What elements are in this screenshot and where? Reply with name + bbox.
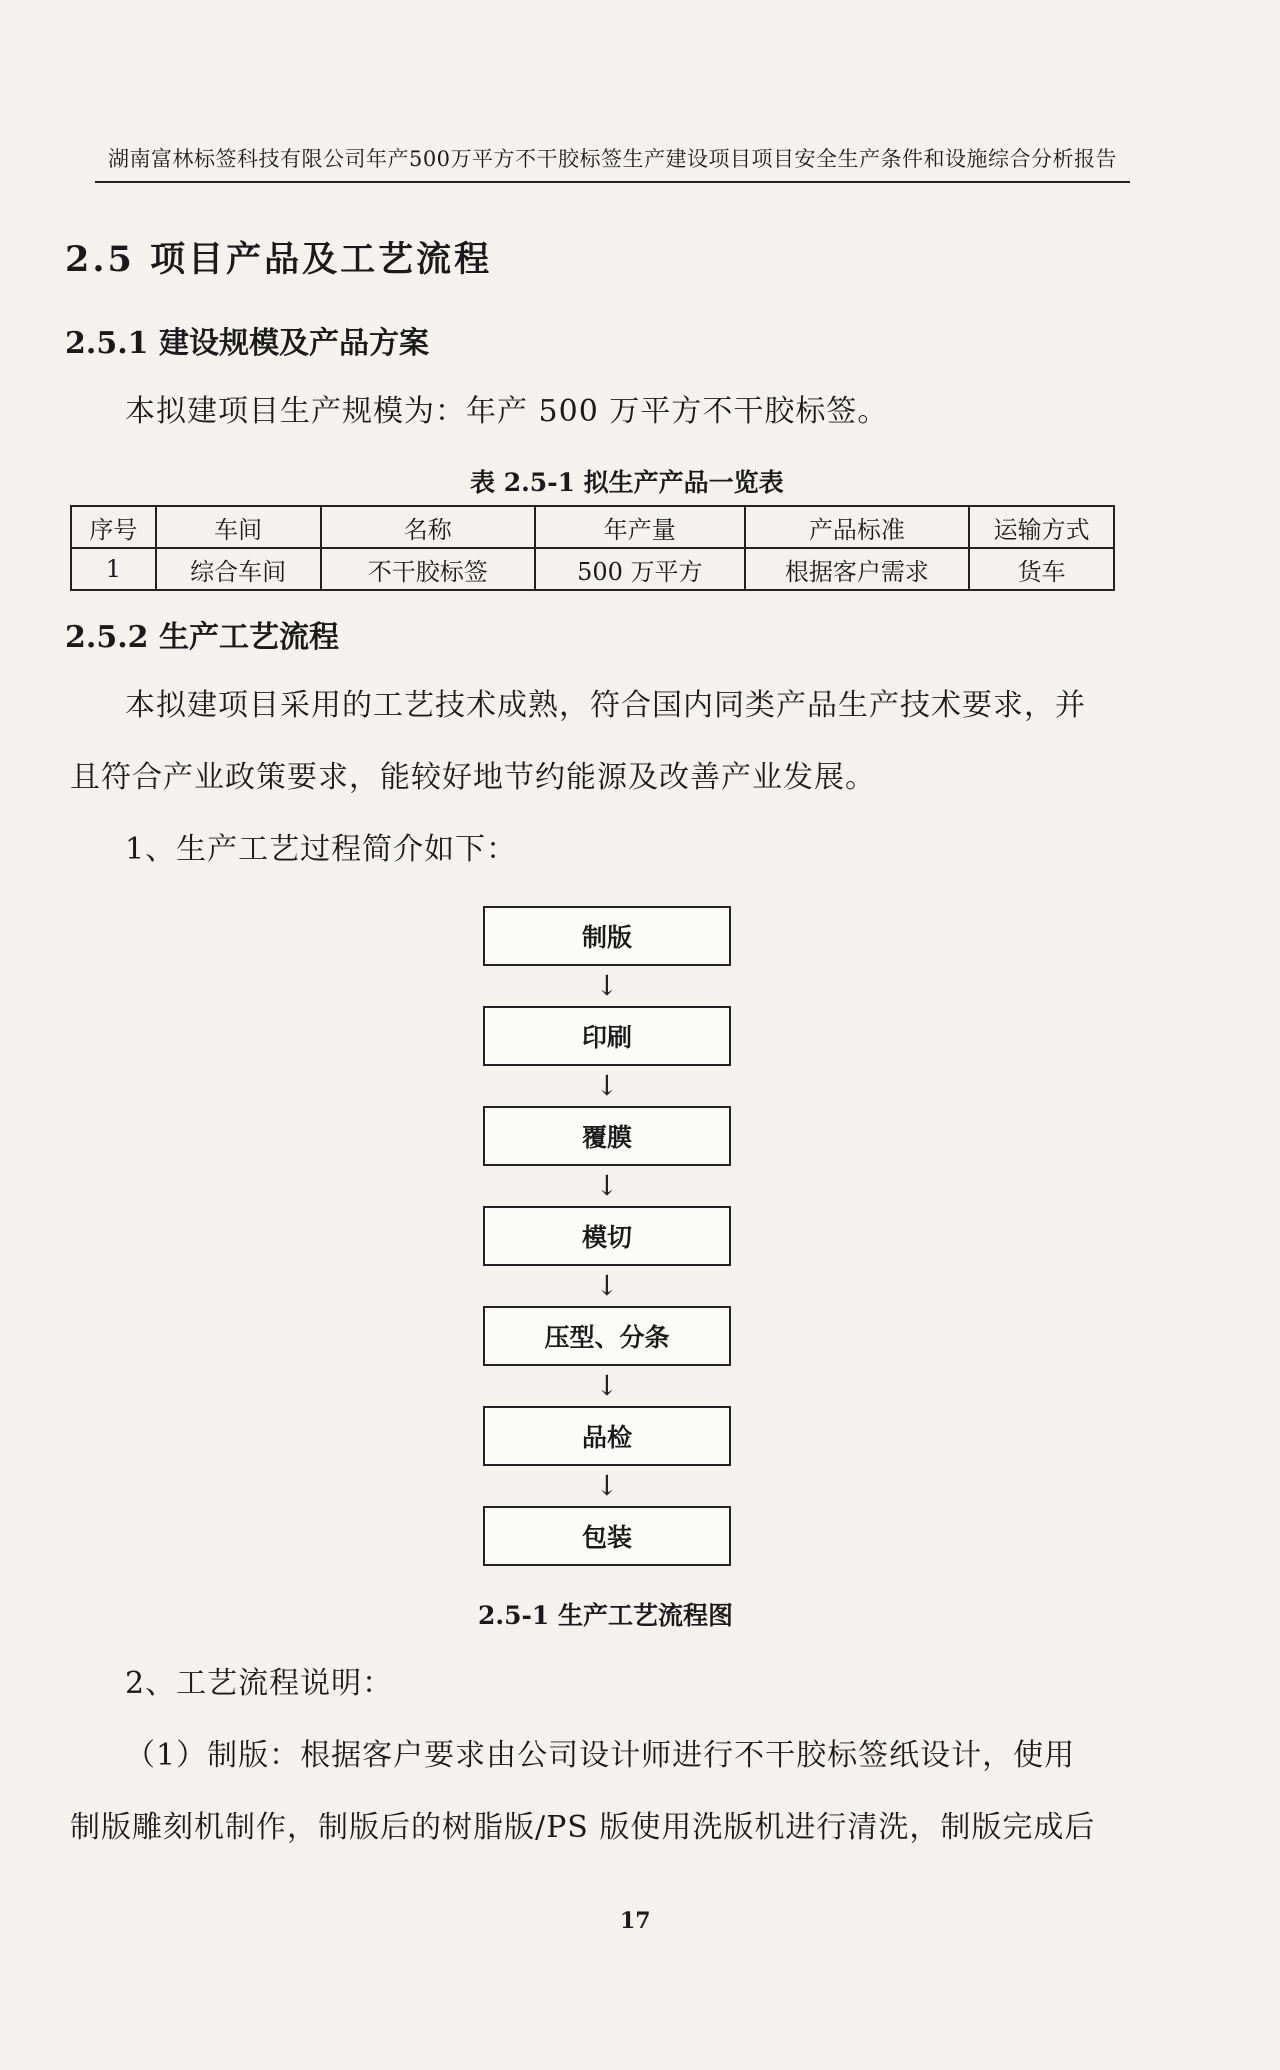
- table-cell: 1: [71, 548, 156, 590]
- table-cell: 不干胶标签: [321, 548, 536, 590]
- flow-step-box: 制版: [483, 906, 731, 966]
- flow-step-box: 模切: [483, 1206, 731, 1266]
- table-header-row: [71, 506, 1114, 548]
- down-arrow-icon: ↓: [595, 1369, 619, 1402]
- flow-step-box: 品检: [483, 1406, 731, 1466]
- down-arrow-icon: ↓: [595, 1069, 619, 1102]
- table-cell: 根据客户需求: [745, 548, 970, 590]
- subsection-title-process: 2.5.2 生产工艺流程: [65, 620, 339, 655]
- down-arrow-icon: ↓: [595, 1269, 619, 1302]
- process-description-line: 制版雕刻机制作，制版后的树脂版/PS 版使用洗版机进行清洗，制版完成后: [70, 1810, 1096, 1845]
- process-paragraph-line: 且符合产业政策要求，能较好地节约能源及改善产业发展。: [70, 760, 876, 795]
- process-list-intro: 1、生产工艺过程简介如下：: [125, 832, 518, 867]
- process-description-line: （1）制版：根据客户要求由公司设计师进行不干胶标签纸设计，使用: [125, 1738, 1076, 1773]
- flowchart-caption: 2.5-1 生产工艺流程图: [478, 1601, 733, 1630]
- table-header-cell: 产品标准: [745, 506, 970, 548]
- table-caption: 表 2.5-1 拟生产产品一览表: [470, 468, 784, 497]
- table-cell: 综合车间: [156, 548, 321, 590]
- subsection-title-scale: 2.5.1 建设规模及产品方案: [65, 326, 429, 361]
- table-header-cell: 序号: [71, 506, 156, 548]
- process-description-heading: 2、工艺流程说明：: [125, 1666, 394, 1701]
- table-cell: 500 万平方: [535, 548, 745, 590]
- table-header-cell: 运输方式: [969, 506, 1114, 548]
- section-title: 2.5 项目产品及工艺流程: [65, 239, 493, 280]
- product-table: [70, 505, 1115, 591]
- process-description: [70, 1648, 1130, 1864]
- table-header-cell: 名称: [321, 506, 536, 548]
- down-arrow-icon: ↓: [595, 969, 619, 1002]
- production-scale-text: 本拟建项目生产规模为：年产 500 万平方不干胶标签。: [125, 394, 889, 429]
- table-header-cell: 车间: [156, 506, 321, 548]
- table-row: [71, 548, 1114, 590]
- flow-step-box: 包装: [483, 1506, 731, 1566]
- flow-step-box: 印刷: [483, 1006, 731, 1066]
- production-scale-paragraph: [70, 376, 1130, 448]
- report-header: 湖南富林标签科技有限公司年产500万平方不干胶标签生产建设项目项目安全生产条件和设施综合分析报告: [95, 143, 1130, 183]
- process-paragraph: [70, 670, 1130, 886]
- page-number: 17: [620, 1908, 651, 1934]
- flow-step-box: 压型、分条: [483, 1306, 731, 1366]
- flow-step-box: 覆膜: [483, 1106, 731, 1166]
- down-arrow-icon: ↓: [595, 1169, 619, 1202]
- down-arrow-icon: ↓: [595, 1469, 619, 1502]
- table-cell: 货车: [969, 548, 1114, 590]
- table-header-cell: 年产量: [535, 506, 745, 548]
- process-paragraph-line: 本拟建项目采用的工艺技术成熟，符合国内同类产品生产技术要求，并: [125, 688, 1086, 723]
